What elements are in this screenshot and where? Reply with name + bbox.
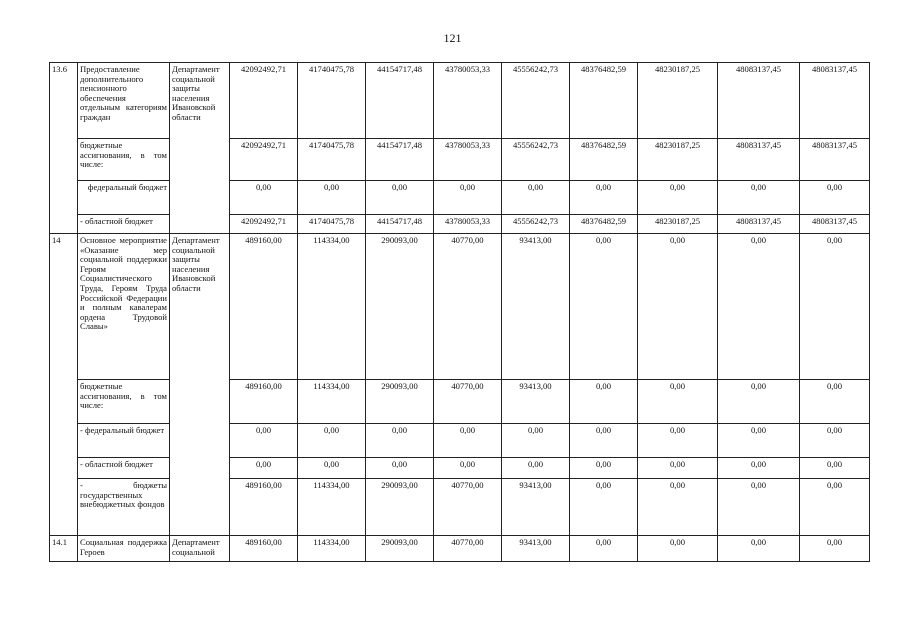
value-cell: 93413,00	[502, 380, 570, 424]
value-cell: 44154717,48	[366, 139, 434, 181]
value-cell: 489160,00	[230, 479, 298, 536]
row-code: 14.1	[50, 536, 78, 562]
value-cell: 489160,00	[230, 380, 298, 424]
value-cell: 40770,00	[434, 234, 502, 380]
value-cell: 0,00	[718, 380, 800, 424]
department-cell: Департамент социальной	[170, 536, 230, 562]
value-cell: 93413,00	[502, 234, 570, 380]
value-cell: 290093,00	[366, 380, 434, 424]
value-cell: 0,00	[230, 424, 298, 458]
value-cell: 114334,00	[298, 380, 366, 424]
value-cell: 40770,00	[434, 380, 502, 424]
value-cell: 93413,00	[502, 479, 570, 536]
value-cell: 0,00	[570, 234, 638, 380]
row-label: бюджетные ассигнования, в том числе:	[78, 380, 170, 424]
table-row	[50, 63, 870, 139]
value-cell: 48083137,45	[718, 139, 800, 181]
value-cell: 0,00	[638, 424, 718, 458]
value-cell: 0,00	[718, 479, 800, 536]
value-cell: 489160,00	[230, 234, 298, 380]
value-cell: 0,00	[298, 458, 366, 479]
row-label: - федеральный бюджет	[78, 424, 170, 458]
value-cell: 45556242,73	[502, 215, 570, 234]
value-cell: 489160,00	[230, 536, 298, 562]
value-cell: 0,00	[800, 479, 870, 536]
row-label: федеральный бюджет	[78, 181, 170, 215]
value-cell: 114334,00	[298, 479, 366, 536]
value-cell: 44154717,48	[366, 215, 434, 234]
value-cell: 93413,00	[502, 536, 570, 562]
value-cell: 43780053,33	[434, 139, 502, 181]
value-cell: 0,00	[800, 234, 870, 380]
value-cell: 48376482,59	[570, 63, 638, 139]
value-cell: 114334,00	[298, 234, 366, 380]
value-cell: 42092492,71	[230, 63, 298, 139]
value-cell: 290093,00	[366, 536, 434, 562]
value-cell: 43780053,33	[434, 215, 502, 234]
table-row	[50, 234, 870, 380]
value-cell: 0,00	[800, 181, 870, 215]
value-cell: 48083137,45	[718, 215, 800, 234]
value-cell: 0,00	[800, 458, 870, 479]
department-cell: Департамент социальной защиты населения Ивановской области	[170, 234, 230, 536]
value-cell: 44154717,48	[366, 63, 434, 139]
value-cell: 41740475,78	[298, 139, 366, 181]
value-cell: 45556242,73	[502, 139, 570, 181]
value-cell: 0,00	[638, 479, 718, 536]
value-cell: 48083137,45	[800, 63, 870, 139]
value-cell: 0,00	[718, 234, 800, 380]
value-cell: 0,00	[638, 380, 718, 424]
value-cell: 48230187,25	[638, 139, 718, 181]
value-cell: 42092492,71	[230, 215, 298, 234]
row-code: 14	[50, 234, 78, 536]
value-cell: 0,00	[638, 181, 718, 215]
row-name: Предоставление дополнительного пенсионного обеспечения отдельным категориям граждан	[78, 63, 170, 139]
value-cell: 41740475,78	[298, 63, 366, 139]
value-cell: 0,00	[230, 458, 298, 479]
value-cell: 48083137,45	[800, 215, 870, 234]
value-cell: 0,00	[570, 458, 638, 479]
value-cell: 0,00	[638, 536, 718, 562]
value-cell: 0,00	[570, 181, 638, 215]
value-cell: 0,00	[434, 458, 502, 479]
table-row	[50, 536, 870, 562]
value-cell: 41740475,78	[298, 215, 366, 234]
value-cell: 48230187,25	[638, 63, 718, 139]
value-cell: 43780053,33	[434, 63, 502, 139]
value-cell: 0,00	[570, 380, 638, 424]
value-cell: 0,00	[502, 424, 570, 458]
value-cell: 40770,00	[434, 479, 502, 536]
value-cell: 0,00	[638, 234, 718, 380]
value-cell: 48083137,45	[800, 139, 870, 181]
value-cell: 0,00	[718, 424, 800, 458]
value-cell: 0,00	[230, 181, 298, 215]
value-cell: 0,00	[718, 458, 800, 479]
value-cell: 0,00	[366, 458, 434, 479]
value-cell: 0,00	[800, 536, 870, 562]
row-name: Социальная поддержка Героев	[78, 536, 170, 562]
department-cell: Департамент социальной защиты населения Ивановской области	[170, 63, 230, 234]
value-cell: 0,00	[570, 536, 638, 562]
value-cell: 0,00	[434, 181, 502, 215]
value-cell: 0,00	[298, 424, 366, 458]
row-label: - областной бюджет	[78, 215, 170, 234]
value-cell: 0,00	[638, 458, 718, 479]
row-name: Основное мероприятие «Оказание мер социальной поддержки Героям Социалистического Труда, Героям Труда Российской Федерации и полным кавалерам ордена Трудовой Славы»	[78, 234, 170, 380]
value-cell: 0,00	[570, 424, 638, 458]
row-label: - областной бюджет	[78, 458, 170, 479]
value-cell: 290093,00	[366, 234, 434, 380]
value-cell: 114334,00	[298, 536, 366, 562]
value-cell: 0,00	[434, 424, 502, 458]
budget-table	[49, 62, 870, 562]
value-cell: 290093,00	[366, 479, 434, 536]
page-number: 121	[443, 31, 462, 45]
value-cell: 0,00	[298, 181, 366, 215]
row-label: - бюджеты государственных внебюджетных фондов	[78, 479, 170, 536]
row-label: бюджетные ассигнования, в том числе:	[78, 139, 170, 181]
value-cell: 48376482,59	[570, 139, 638, 181]
value-cell: 48230187,25	[638, 215, 718, 234]
value-cell: 0,00	[366, 181, 434, 215]
value-cell: 0,00	[570, 479, 638, 536]
row-code: 13.6	[50, 63, 78, 234]
value-cell: 45556242,73	[502, 63, 570, 139]
value-cell: 0,00	[718, 181, 800, 215]
value-cell: 0,00	[800, 424, 870, 458]
value-cell: 0,00	[502, 181, 570, 215]
value-cell: 0,00	[366, 424, 434, 458]
value-cell: 48376482,59	[570, 215, 638, 234]
value-cell: 40770,00	[434, 536, 502, 562]
value-cell: 48083137,45	[718, 63, 800, 139]
value-cell: 0,00	[800, 380, 870, 424]
value-cell: 0,00	[502, 458, 570, 479]
value-cell: 0,00	[718, 536, 800, 562]
value-cell: 42092492,71	[230, 139, 298, 181]
